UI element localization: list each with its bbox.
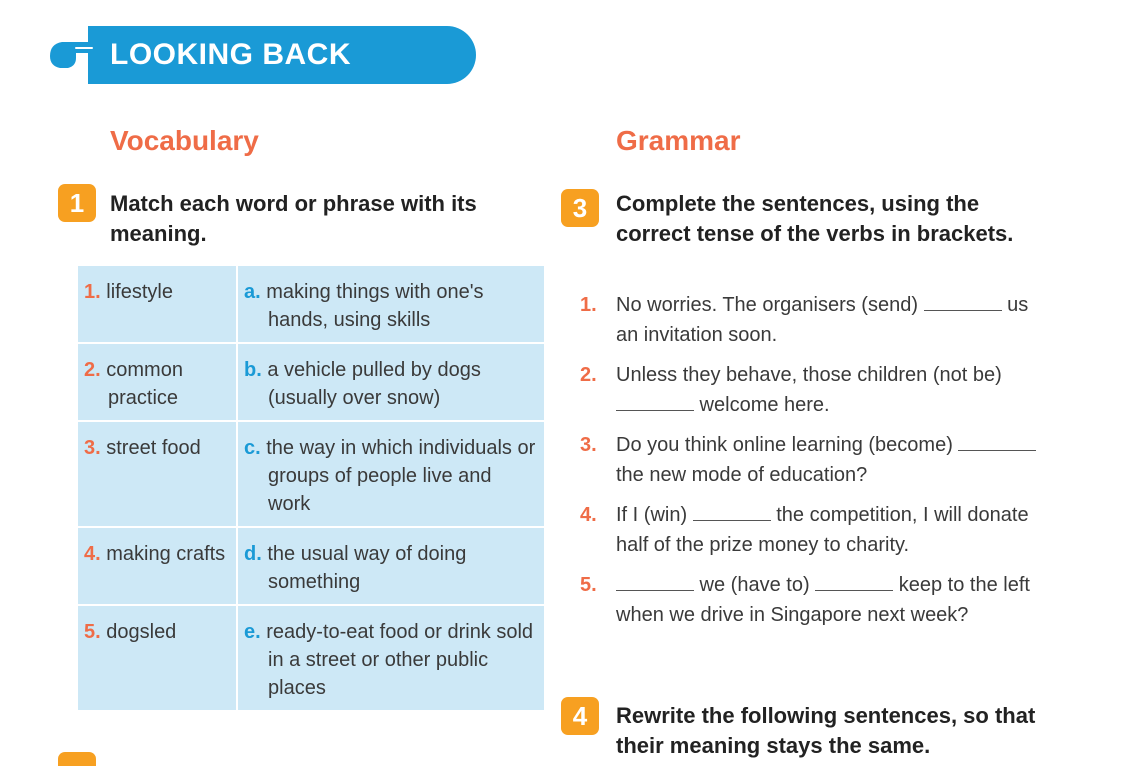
vocab-meaning-cell bbox=[237, 421, 545, 527]
vocab-meaning-letter: d. bbox=[244, 543, 262, 565]
vocab-meaning-letter: e. bbox=[244, 621, 261, 643]
answer-blank[interactable] bbox=[693, 502, 771, 521]
vocab-row bbox=[77, 343, 545, 421]
grammar-sentence bbox=[580, 360, 1050, 420]
vocab-meaning: ready-to-eat food or drink sold in a street or other public places bbox=[266, 621, 534, 699]
exercise-2-badge bbox=[58, 752, 96, 766]
vocab-meaning-cell bbox=[237, 605, 545, 711]
vocab-word-number: 3. bbox=[84, 437, 101, 459]
vocab-row bbox=[77, 265, 545, 343]
vocab-row bbox=[77, 421, 545, 527]
sentence-text-after: the competition, I will donate half of the prize money to charity. bbox=[616, 504, 1029, 556]
vocab-word: common practice bbox=[106, 359, 183, 409]
exercise-1-badge: 1 bbox=[58, 184, 96, 222]
vocab-meaning: making things with one's hands, using skills bbox=[266, 281, 484, 331]
sentence-text-after: the new mode of education? bbox=[616, 464, 868, 486]
vocab-meaning-cell bbox=[237, 527, 545, 605]
answer-blank[interactable] bbox=[616, 572, 694, 591]
vocab-meaning-cell bbox=[237, 265, 545, 343]
vocab-word-number: 4. bbox=[84, 543, 101, 565]
answer-blank[interactable] bbox=[616, 392, 694, 411]
vocabulary-heading: Vocabulary bbox=[110, 125, 259, 156]
vocab-word-number: 5. bbox=[84, 621, 101, 643]
vocab-word-cell bbox=[77, 605, 237, 711]
vocab-row bbox=[77, 527, 545, 605]
vocab-meaning: a vehicle pulled by dogs (usually over snow) bbox=[267, 359, 481, 409]
answer-blank[interactable] bbox=[924, 292, 1002, 311]
sentence-text-before: No worries. The organisers (send) bbox=[616, 294, 924, 316]
vocab-word-number: 2. bbox=[84, 359, 101, 381]
pointing-hand-icon bbox=[46, 34, 102, 76]
banner-title: LOOKING BACK bbox=[110, 38, 351, 71]
exercise-3-instruction: Complete the sentences, using the correct tense of the verbs in brackets. bbox=[616, 191, 1014, 246]
grammar-heading: Grammar bbox=[616, 125, 741, 156]
grammar-sentence-list bbox=[580, 290, 1050, 640]
vocab-row bbox=[77, 605, 545, 711]
grammar-sentence bbox=[580, 570, 1050, 630]
vocab-word-cell bbox=[77, 421, 237, 527]
sentence-text-before: If I (win) bbox=[616, 504, 693, 526]
vocab-word-cell bbox=[77, 265, 237, 343]
grammar-sentence bbox=[580, 430, 1050, 490]
vocab-meaning-letter: b. bbox=[244, 359, 262, 381]
vocab-word-cell bbox=[77, 343, 237, 421]
vocab-word-number: 1. bbox=[84, 281, 101, 303]
sentence-text-before: Do you think online learning (become) bbox=[616, 434, 959, 456]
grammar-sentence-number: 4. bbox=[580, 504, 597, 526]
vocab-meaning-letter: a. bbox=[244, 281, 261, 303]
grammar-sentence-number: 3. bbox=[580, 434, 597, 456]
exercise-3-badge: 3 bbox=[561, 189, 599, 227]
sentence-text-after: us an invitation soon. bbox=[616, 294, 1029, 346]
vocab-meaning: the way in which individuals or groups of people live and work bbox=[266, 437, 536, 515]
grammar-sentence-number: 1. bbox=[580, 294, 597, 316]
exercise-1-instruction: Match each word or phrase with its meaning. bbox=[110, 191, 477, 246]
vocab-word: lifestyle bbox=[106, 281, 173, 303]
vocabulary-matching-table bbox=[77, 265, 545, 711]
vocab-word: dogsled bbox=[106, 621, 177, 643]
vocab-meaning-letter: c. bbox=[244, 437, 261, 459]
grammar-sentence bbox=[580, 290, 1050, 350]
looking-back-banner bbox=[88, 26, 476, 84]
answer-blank[interactable] bbox=[958, 432, 1036, 451]
vocab-word: street food bbox=[106, 437, 201, 459]
grammar-sentence-number: 2. bbox=[580, 364, 597, 386]
sentence-text-after: welcome here. bbox=[694, 394, 830, 416]
vocab-meaning-cell bbox=[237, 343, 545, 421]
sentence-text-after: keep to the left when we drive in Singapore next week? bbox=[616, 574, 1030, 626]
sentence-text-middle: we (have to) bbox=[694, 574, 816, 596]
grammar-sentence-number: 5. bbox=[580, 574, 597, 596]
exercise-4-instruction: Rewrite the following sentences, so that their meaning stays the same. bbox=[616, 703, 1036, 758]
vocab-word-cell bbox=[77, 527, 237, 605]
sentence-text-before: Unless they behave, those children (not be) bbox=[616, 364, 1002, 386]
grammar-sentence bbox=[580, 500, 1050, 560]
answer-blank[interactable] bbox=[815, 572, 893, 591]
exercise-4-badge: 4 bbox=[561, 697, 599, 735]
vocab-word: making crafts bbox=[106, 543, 226, 565]
vocab-meaning: the usual way of doing something bbox=[267, 543, 467, 593]
